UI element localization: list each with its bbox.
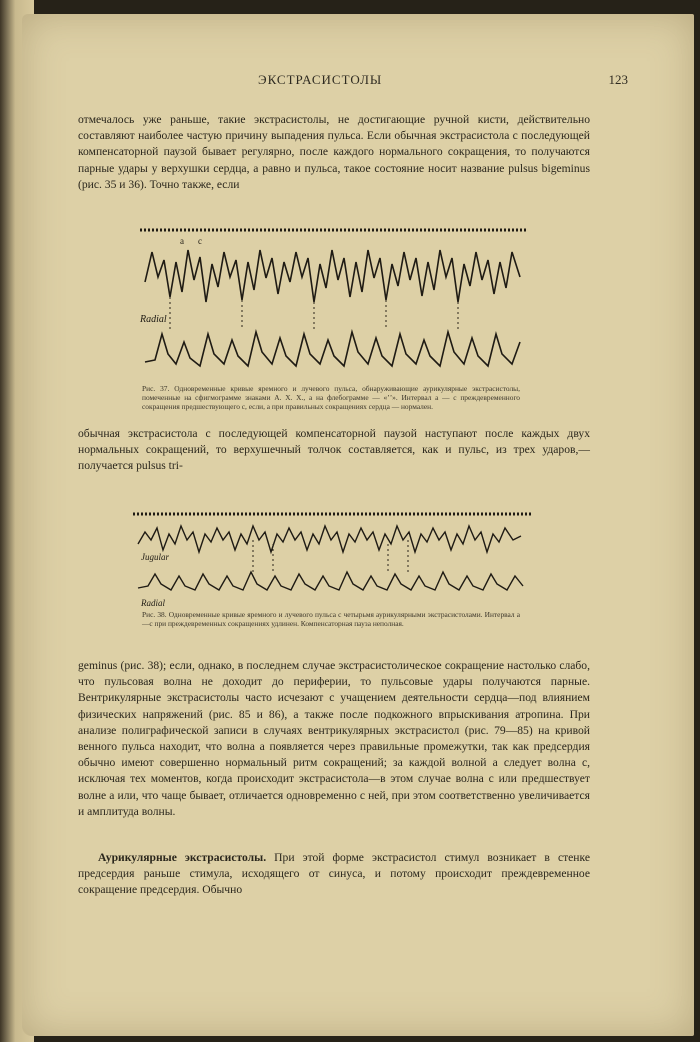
svg-text:c: c bbox=[198, 236, 202, 246]
radial-label: Radial bbox=[140, 314, 167, 325]
paragraph-4-body: При этой форме экстрасистол стимул возникает в стенке предсердия раньше стимула, исходящего от синуса, и потому происходит преждевременное сокращение предсердия. Обычно bbox=[78, 851, 590, 897]
paragraph-2: обычная экстрасистола с последующей компенсаторной паузой наступают после каждых двух нормальных сокращений, то верхушечный толчок составляется, как и пульс, из трех ударов,—получается pulsus tri- bbox=[78, 427, 590, 473]
figure-38-caption: Рис. 38. Одновременные кривые яремного и лучевого пульса с четырьмя аурикулярными экстрасистолами. Интервал а—с при преждевременных сокращениях удлинен. Компенсаторная пауза неполная. bbox=[142, 610, 520, 628]
chapter-title: ЭКСТРАСИСТОЛЫ bbox=[258, 72, 383, 87]
section-heading-auricular: Аурикулярные экстрасистолы. bbox=[98, 851, 267, 864]
svg-text:a: a bbox=[180, 236, 184, 246]
figure-37-tracing bbox=[140, 222, 530, 382]
paragraph-4 bbox=[78, 850, 590, 899]
radial-label-38: Radial bbox=[141, 598, 165, 608]
figure-37-caption: Рис. 37. Одновременные кривые яремного и лучевого пульса, обнаруживающие аурикулярные экстрасистолы, помеченные на сфигмограмме знаками А. Х. Х., а на флебограмме — «ʼʼ». Интервал а — с преждевременного сокращения предшествующего c, если, а при правильных сокращениях сердца — нормален. bbox=[142, 384, 520, 411]
running-header bbox=[258, 72, 628, 92]
page-number: 123 bbox=[608, 72, 628, 87]
figure-38-tracing bbox=[133, 510, 533, 610]
paragraph-1: отмечалось уже раньше, такие экстрасистолы, не достигающие ручной кисти, действительно составляют наиболее частую причину выпадения пульса. Если обычная экстрасистола с последующей компенсаторной паузой бывает регулярно, после каждого нормального сокращения, то получаются парные удары у верхушки сердца, а равно и пульса, такое состояние носит название pulsus bigeminus (рис. 35 и 36). Точно также, если bbox=[78, 113, 590, 191]
jugular-label: Jugular bbox=[141, 552, 169, 562]
paragraph-3: geminus (рис. 38); если, однако, в последнем случае экстрасистолическое сокращение настолько слабо, что пульсовая волна не доходит до периферии, то пульсовые удары получаются парные. Вентрикулярные экстрасистолы часто исчезают с учащением деятельности сердца—под влиянием физических напряжений (рис. 85 и 86), а также после подкожного впрыскивания атропина. При анализе полиграфической записи в случаях вентрикулярных экстрасистол (рис. 79—85) на кривой венного пульса находит, что волна а появляется через правильные промежутки, так как предсердия обычно имеют совершенно нормальный ритм сокращений; за каждой волной а следует волна с, исключая тех моментов, когда происходит экстрасистола—в этом случае волна с или предшествует волне а или, что чаще бывает, отличается одновременно с ней, при этом соответственно увеличивается и амплитуда волны. bbox=[78, 659, 590, 818]
